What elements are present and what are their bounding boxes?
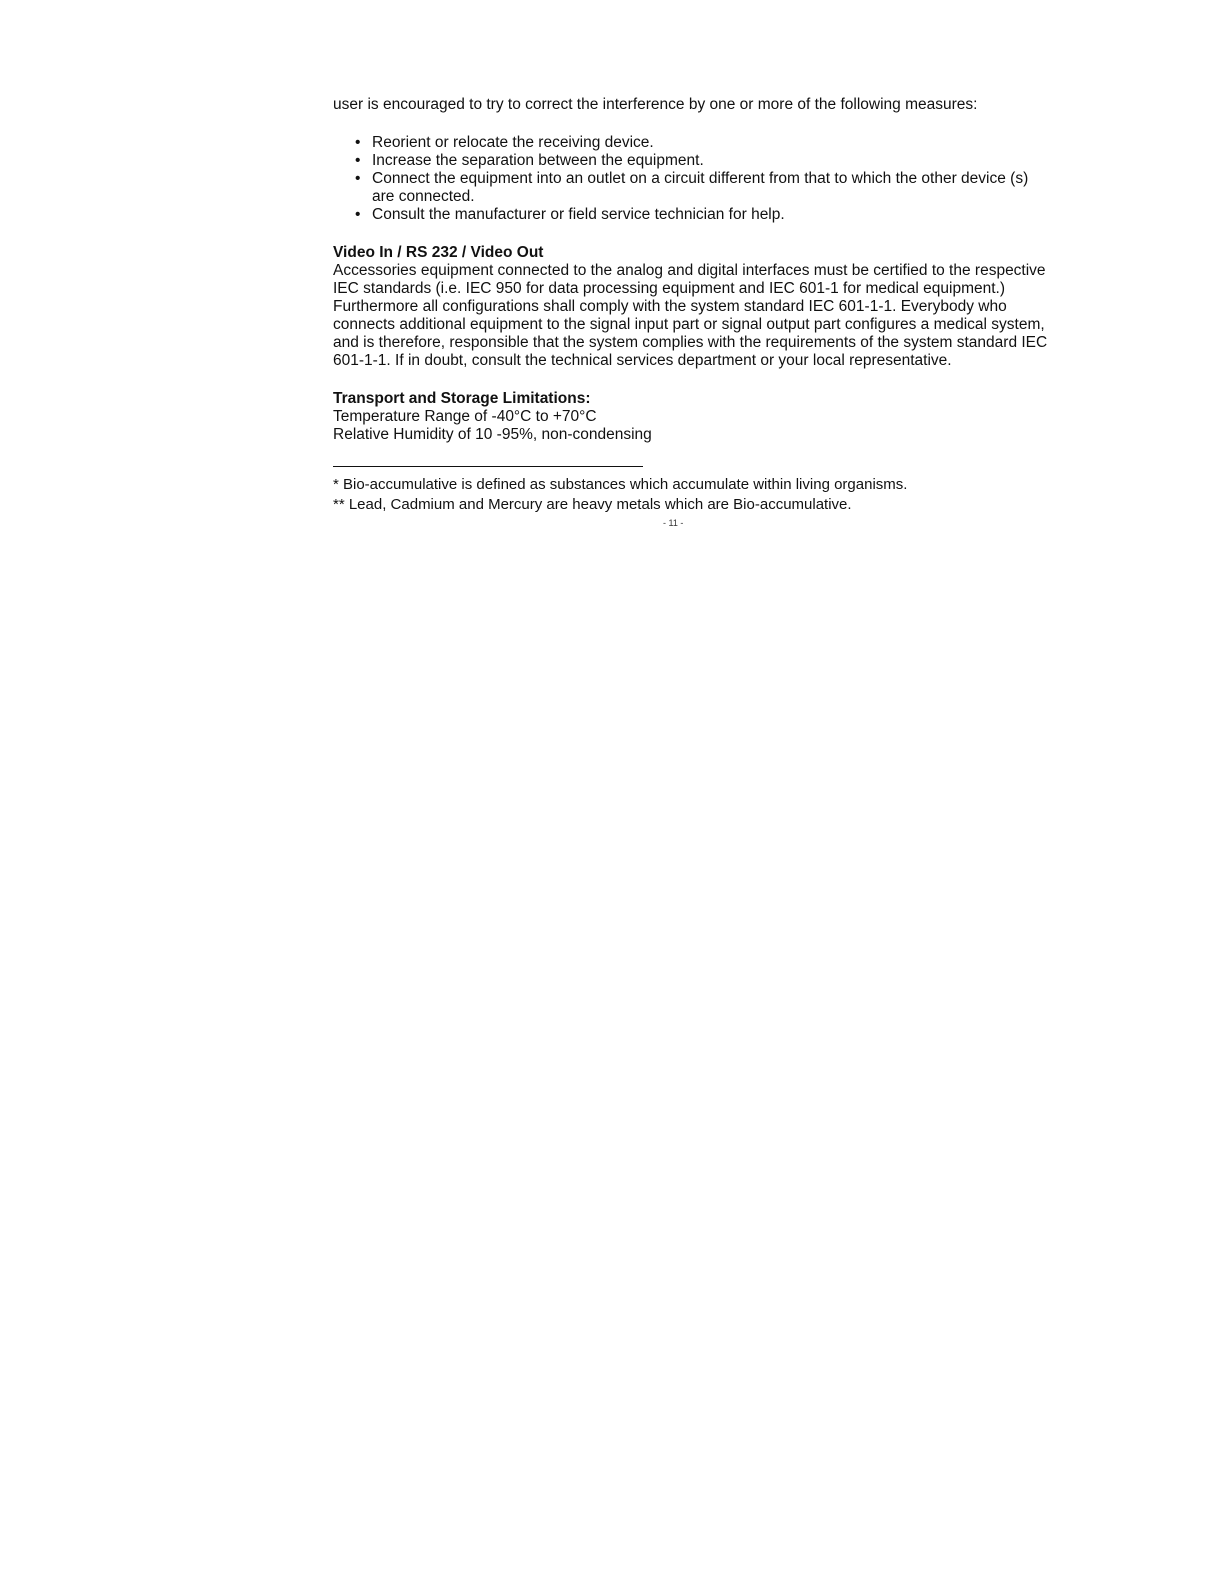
measure-text: Connect the equipment into an outlet on a circuit different from that to which the other device (s) are connected.	[372, 170, 1029, 205]
bullet-icon: •	[355, 134, 361, 151]
document-page	[333, 96, 1053, 529]
list-item	[355, 152, 1053, 170]
transport-section-title: Transport and Storage Limitations:	[333, 390, 591, 407]
video-section-body: Accessories equipment connected to the analog and digital interfaces must be certified to the respective IEC standards (i.e. IEC 950 for data processing equipment and IEC 601-1 for medical equipment.) Furthermore all configurations shall comply with the system standard IEC 601-1-1. Everybody who connects additional equipment to the signal input part or signal output part configures a medical system, and is therefore, responsible that the system complies with the requirements of the system standard IEC 601-1-1. If in doubt, consult the technical services department or your local representative.	[333, 262, 1048, 369]
measure-text: Reorient or relocate the receiving device.	[372, 134, 654, 151]
humidity-range: Relative Humidity of 10 -95%, non-condensing	[333, 426, 652, 443]
page-number: - 11 -	[663, 518, 684, 528]
transport-section	[333, 390, 1053, 444]
video-section	[333, 244, 1053, 370]
footnotes	[333, 475, 1053, 515]
intro-text: user is encouraged to try to correct the interference by one or more of the following measures:	[333, 96, 978, 113]
list-item	[355, 134, 1053, 152]
measure-text: Increase the separation between the equipment.	[372, 152, 704, 169]
footnote-divider	[333, 466, 643, 467]
measures-list	[333, 134, 1053, 224]
temperature-range: Temperature Range of -40°C to +70°C	[333, 408, 597, 425]
footnote-heavy-metals: ** Lead, Cadmium and Mercury are heavy metals which are Bio-accumulative.	[333, 496, 852, 513]
bullet-icon: •	[355, 170, 361, 187]
list-item	[355, 206, 1053, 224]
footnote-bio-accumulative: * Bio-accumulative is defined as substances which accumulate within living organisms.	[333, 476, 908, 493]
video-section-title: Video In / RS 232 / Video Out	[333, 244, 544, 261]
bullet-icon: •	[355, 206, 361, 223]
list-item	[355, 170, 1053, 206]
bullet-icon: •	[355, 152, 361, 169]
measure-text: Consult the manufacturer or field service technician for help.	[372, 206, 785, 223]
